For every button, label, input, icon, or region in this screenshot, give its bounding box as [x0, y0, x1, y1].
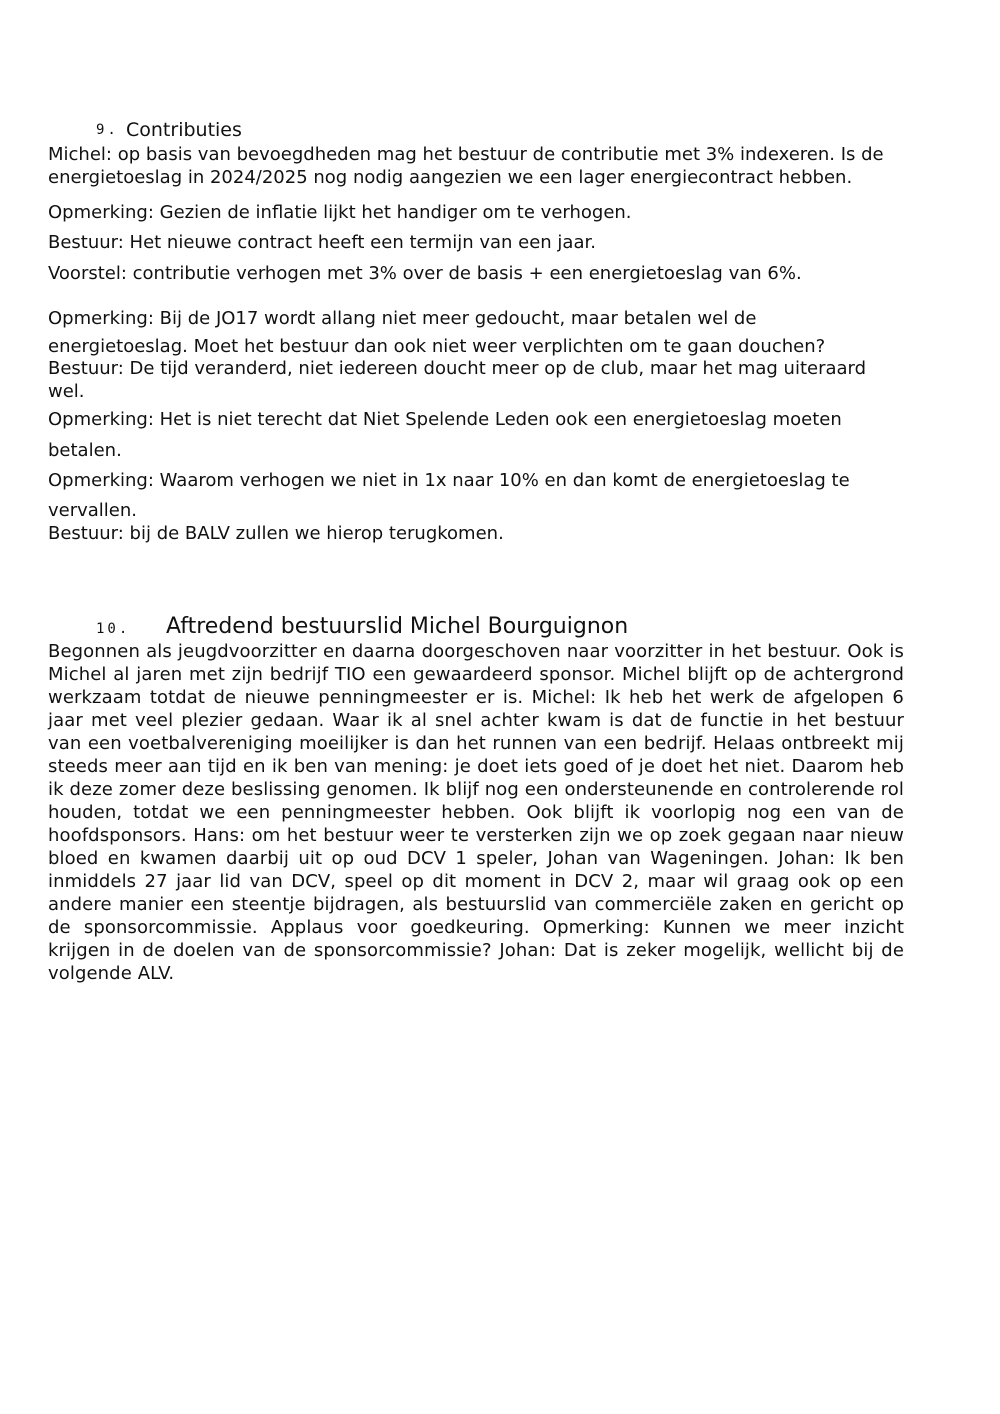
section-9-line: energietoeslag in 2024/2025 nog nodig aangezien we een lager energiecontract hebben. [48, 167, 853, 188]
section-9-line: Opmerking: Waarom verhogen we niet in 1x naar 10% en dan komt de energietoeslag te [48, 470, 850, 491]
section-9-line: Voorstel: contributie verhogen met 3% over de basis + een energietoeslag van 6%. [48, 263, 802, 284]
section-9-line: energietoeslag. Moet het bestuur dan ook niet weer verplichten om te gaan douchen? [48, 336, 826, 357]
section-10-number: 10. [96, 621, 131, 637]
section-9-line: Bestuur: bij de BALV zullen we hierop terugkomen. [48, 523, 504, 544]
section-9-title: Contributies [126, 119, 242, 141]
section-9-line: Bestuur: Het nieuwe contract heeft een termijn van een jaar. [48, 232, 596, 253]
section-9-line: betalen. [48, 440, 122, 461]
section-9-line: Opmerking: Het is niet terecht dat Niet Spelende Leden ook een energietoeslag moeten [48, 409, 842, 430]
section-10-title: Aftredend bestuurslid Michel Bourguignon [166, 614, 629, 639]
section-9-line: vervallen. [48, 500, 138, 521]
section-9-line: wel. [48, 381, 85, 402]
section-9-line: Opmerking: Gezien de inflatie lijkt het handiger om te verhogen. [48, 202, 632, 223]
section-9-number: 9. [96, 122, 119, 138]
section-9-line: Opmerking: Bij de JO17 wordt allang niet meer gedoucht, maar betalen wel de [48, 308, 757, 329]
section-9-line: Michel: op basis van bevoegdheden mag het bestuur de contributie met 3% indexeren. Is de [48, 144, 884, 165]
section-9-line: Bestuur: De tijd veranderd, niet iedereen doucht meer op de club, maar het mag uiteraard [48, 358, 867, 379]
section-10-paragraph: Begonnen als jeugdvoorzitter en daarna doorgeschoven naar voorzitter in het bestuur. Ook is Michel al jaren met zijn bedrijf TIO een gewaardeerd sponsor. Michel blijft op de achtergrond werkzaam totdat de nieuwe penningmeester er is. Michel: Ik heb het werk de afgelopen 6 jaar met veel plezier gedaan. Waar ik al snel achter kwam is dat de functie in het bestuur van een voetbalvereniging moeilijker is dan het runnen van een bedrijf. Helaas ontbreekt mij steeds meer aan tijd en ik ben van mening: je doet iets goed of je doet het niet. Daarom heb ik deze zomer deze beslissing genomen. Ik blijf nog een ondersteunende en controlerende rol houden, totdat we een penningmeester hebben. Ook blijft ik voorlopig nog een van de hoofdsponsors. Hans: om het bestuur weer te versterken zijn we op zoek gegaan naar nieuw bloed en kwamen daarbij uit op oud DCV 1 speler, Johan van Wageningen. Johan: Ik ben inmiddels 27 jaar lid van DCV, speel op dit moment in DCV 2, maar wil graag ook op een andere manier een steentje bijdragen, als bestuurslid van commerciële zaken en gericht op de sponsorcommissie. Applaus voor goedkeuring. Opmerking: Kunnen we meer inzicht krijgen in de doelen van de sponsorcommissie? Johan: Dat is zeker mogelijk, wellicht bij de volgende ALV. [48, 641, 904, 984]
